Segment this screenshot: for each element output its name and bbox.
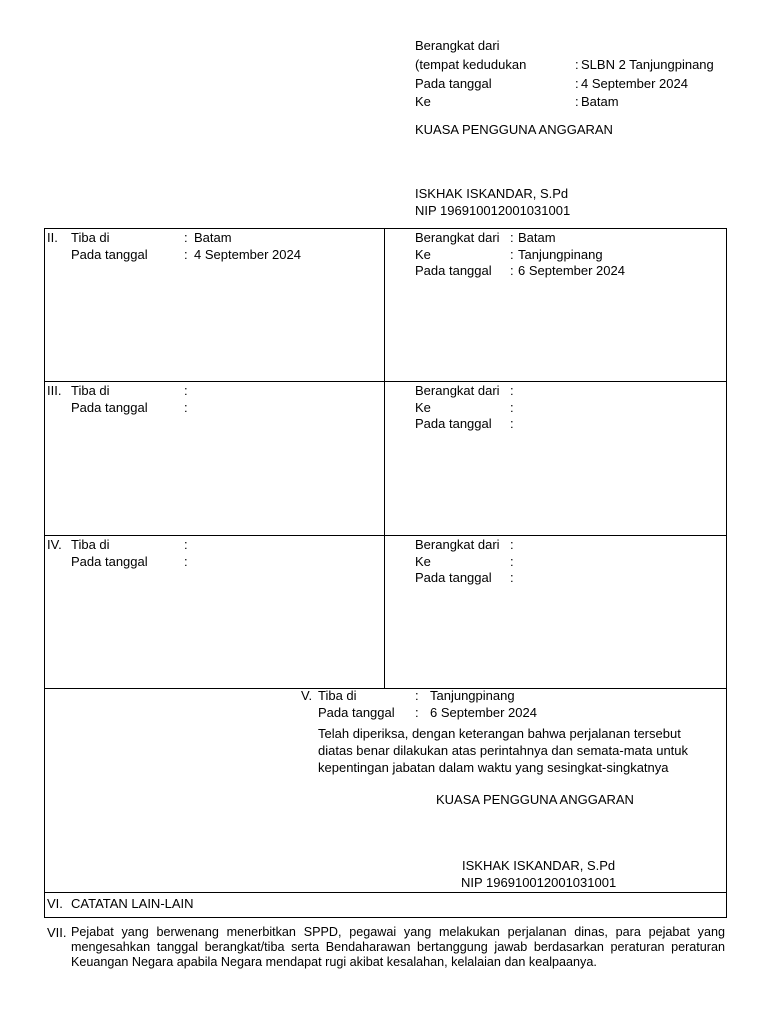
signer-name: ISKHAK ISKANDAR, S.Pd: [462, 858, 616, 873]
statement-line: Telah diperiksa, dengan keterangan bahwa perjalanan tersebut: [318, 726, 681, 741]
section-numeral: IV.: [47, 537, 62, 552]
arrive-colon: :: [184, 230, 188, 245]
row-divider: [44, 381, 727, 382]
to-colon: :: [575, 94, 579, 109]
depart-from-label: Berangkat dari: [415, 38, 500, 53]
to-label: Ke: [415, 247, 431, 262]
depart-colon: :: [510, 230, 514, 245]
arrive-date-label: Pada tanggal: [71, 554, 148, 569]
date-value: 4 September 2024: [581, 76, 688, 91]
place-value: SLBN 2 Tanjungpinang: [581, 57, 714, 72]
signer-name: ISKHAK ISKANDAR, S.Pd: [415, 186, 569, 201]
to-colon: :: [510, 400, 514, 415]
column-divider: [384, 228, 385, 688]
depart-date-colon: :: [510, 263, 514, 278]
form-table: [44, 228, 727, 918]
section-numeral: V.: [301, 688, 313, 703]
to-label: Ke: [415, 400, 431, 415]
arrive-date-colon: :: [184, 247, 188, 262]
section-numeral: VI.: [47, 896, 63, 911]
arrive-label: Tiba di: [71, 383, 110, 398]
depart-date-colon: :: [510, 570, 514, 585]
depart-date-label: Pada tanggal: [415, 416, 492, 431]
arrive-date-label: Pada tanggal: [71, 247, 148, 262]
depart-value: Batam: [518, 230, 556, 245]
depart-colon: :: [510, 383, 514, 398]
row-divider: [44, 688, 727, 689]
to-value: Batam: [581, 94, 619, 109]
arrive-date-colon: :: [184, 554, 188, 569]
to-label: Ke: [415, 554, 431, 569]
section-numeral: VII.: [47, 925, 67, 940]
depart-date-colon: :: [510, 416, 514, 431]
date-label: Pada tanggal: [415, 76, 492, 91]
signer-nip: NIP 196910012001031001: [461, 875, 617, 890]
depart-date-value: 6 September 2024: [518, 263, 625, 278]
arrive-colon: :: [184, 383, 188, 398]
place-colon: :: [575, 57, 579, 72]
date-colon: :: [575, 76, 579, 91]
section-numeral: III.: [47, 383, 62, 398]
depart-date-label: Pada tanggal: [415, 263, 492, 278]
to-colon: :: [510, 247, 514, 262]
depart-colon: :: [510, 537, 514, 552]
depart-label: Berangkat dari: [415, 230, 500, 245]
authority-title: KUASA PENGGUNA ANGGARAN: [415, 122, 613, 137]
arrive-colon: :: [415, 688, 419, 703]
section-numeral: II.: [47, 230, 58, 245]
to-colon: :: [510, 554, 514, 569]
statement-line: diatas benar dilakukan atas perintahnya dan semata-mata untuk: [318, 743, 689, 758]
notes-title: CATATAN LAIN-LAIN: [71, 896, 194, 911]
depart-label: Berangkat dari: [415, 537, 500, 552]
depart-label: Berangkat dari: [415, 383, 500, 398]
arrive-value: Tanjungpinang: [430, 688, 515, 703]
arrive-label: Tiba di: [71, 537, 110, 552]
place-label: (tempat kedudukan: [415, 57, 527, 72]
date-label: Pada tanggal: [318, 705, 395, 720]
to-value: Tanjungpinang: [518, 247, 603, 262]
arrive-label: Tiba di: [318, 688, 357, 703]
arrive-label: Tiba di: [71, 230, 110, 245]
depart-date-label: Pada tanggal: [415, 570, 492, 585]
arrive-date-colon: :: [184, 400, 188, 415]
arrive-date-label: Pada tanggal: [71, 400, 148, 415]
to-label: Ke: [415, 94, 431, 109]
date-value: 6 September 2024: [430, 705, 537, 720]
authority-title: KUASA PENGGUNA ANGGARAN: [436, 792, 634, 807]
signer-nip: NIP 196910012001031001: [415, 203, 571, 218]
row-divider: [44, 535, 727, 536]
legal-notice: Pejabat yang berwenang menerbitkan SPPD, pegawai yang melakukan perjalanan dinas, para pejabat yang mengesahkan tanggal berangkat/tiba serta Bendaharawan bertanggung jawab berdasarkan peraturan peraturan Keuangan Negara apabila Negara mendapat rugi akibat kesalahan, kelalaian dan kealpaanya.: [71, 925, 725, 969]
date-colon: :: [415, 705, 419, 720]
arrive-date-value: 4 September 2024: [194, 247, 301, 262]
arrive-value: Batam: [194, 230, 232, 245]
row-divider: [44, 892, 727, 893]
statement-line: kepentingan jabatan dalam waktu yang sesingkat-singkatnya: [318, 760, 669, 775]
arrive-colon: :: [184, 537, 188, 552]
